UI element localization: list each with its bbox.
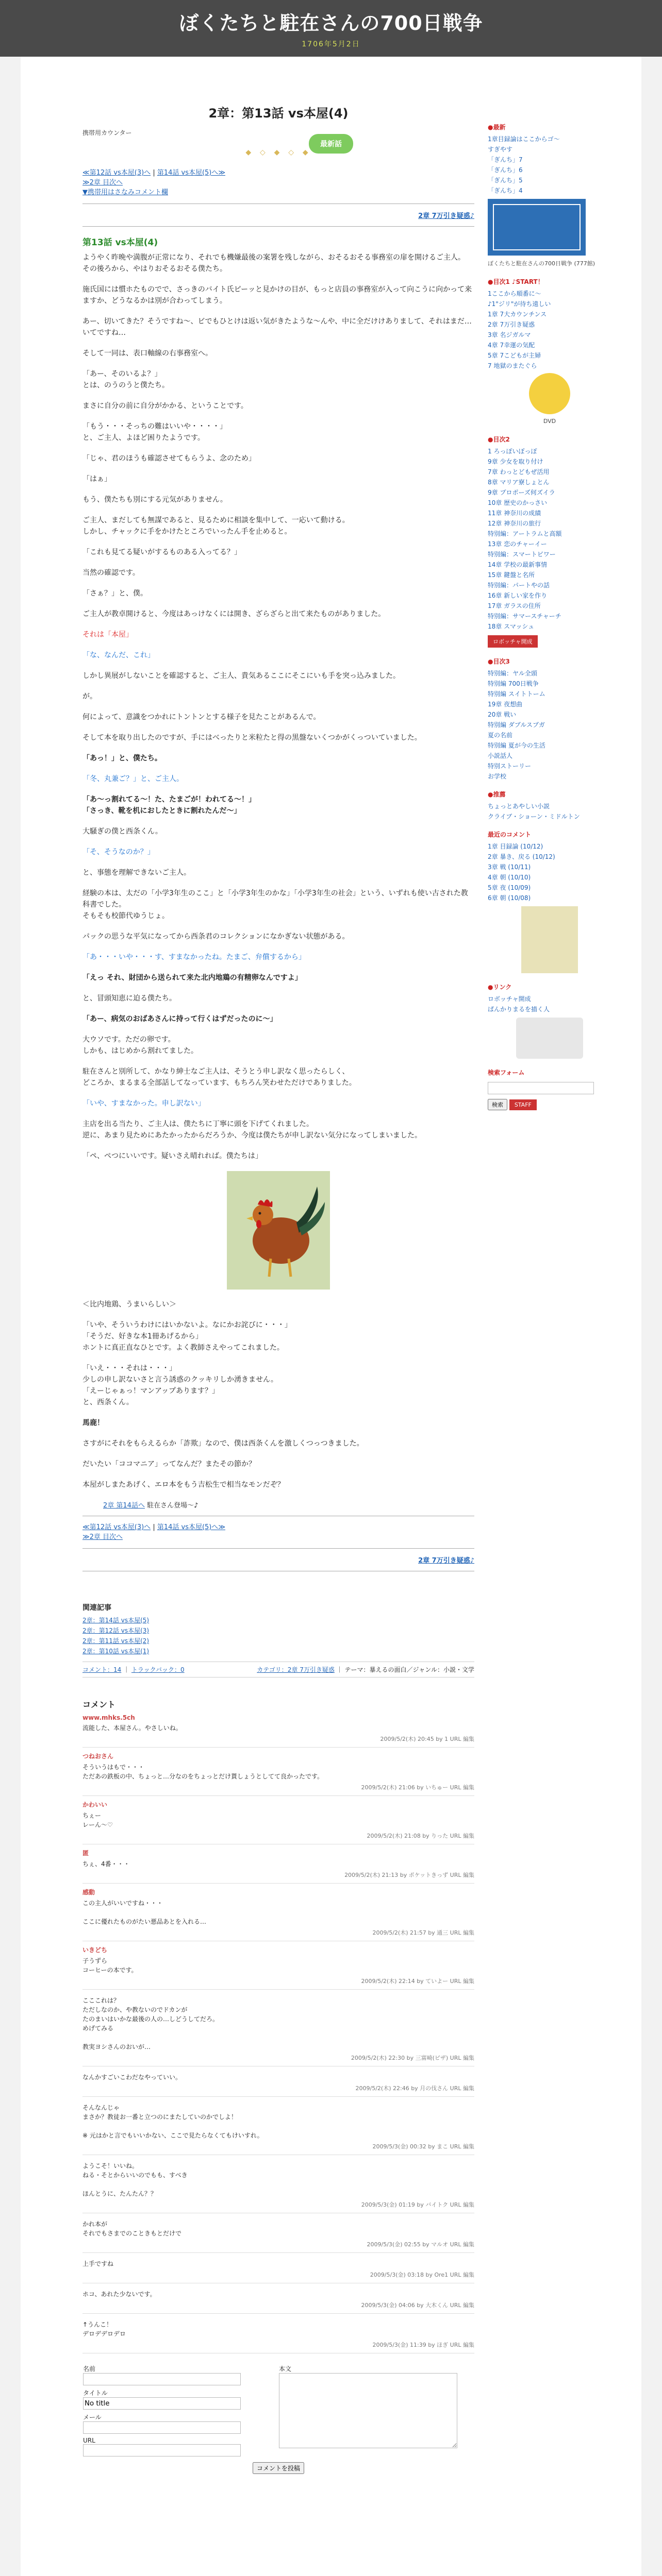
theme-text: テーマ：暴えるの面白／ジャンル：小説・文学 bbox=[344, 1666, 474, 1673]
comment-item bbox=[82, 2283, 474, 2314]
sidebar-latest-item[interactable]: すぎやす bbox=[488, 146, 513, 153]
sidebar-latest-item[interactable]: 「ぎんち」4 bbox=[488, 187, 523, 194]
toc2-item[interactable]: 7章 わっとどもぜ活用 bbox=[488, 468, 550, 476]
toc2-item[interactable]: 9章 少女を取り付け bbox=[488, 458, 543, 465]
name-label: 名前 bbox=[83, 2365, 96, 2372]
name-input[interactable] bbox=[83, 2373, 241, 2385]
comment-name: 匿 bbox=[82, 1850, 89, 1857]
toc3-item[interactable]: 特別編 夏が今の生活 bbox=[488, 742, 545, 749]
image-caption: ＜比内地鶏、うまいらしい＞ bbox=[82, 1300, 176, 1309]
story-paragraph: だいたい「ココマニア」ってなんだ？またその節か？ bbox=[82, 1460, 256, 1468]
links-list bbox=[488, 994, 611, 1013]
toc2-item[interactable]: 11章 神奈川の成績 bbox=[488, 510, 541, 517]
toc2-item[interactable]: 10章 歴史のかっさい bbox=[488, 499, 548, 506]
title-input[interactable] bbox=[83, 2397, 241, 2410]
search-input[interactable] bbox=[488, 1082, 594, 1094]
story-paragraph: 経験の本は、太だの「小学3年生のここ」と「小学3年生のかな」「小学3年生の社会」という、いずれも使い古された教科書でした。 そもそも校節代ゆうじょ。 bbox=[82, 889, 468, 920]
comment-body: かれ本が それでもさまでのこときもとだけで bbox=[82, 2221, 182, 2237]
comment-item bbox=[82, 1796, 474, 1844]
recent-comment-item[interactable]: 3章 戦 (10/11) bbox=[488, 863, 531, 871]
comment-footer: 2009/5/2(木) 22:14 by ていよー URL 編集 bbox=[361, 1978, 474, 1985]
toc3-item[interactable]: 小説話人 bbox=[488, 752, 513, 759]
toc1-item[interactable]: 4章 7幸運の気配 bbox=[488, 342, 535, 349]
comment-footer: 2009/5/3(金) 02:55 by マルオ URL 編集 bbox=[367, 2241, 474, 2248]
toc1-item[interactable]: 5章 7こどもが主婦 bbox=[488, 352, 541, 359]
decorative-banner: ◆ ◇ ◆ ◇ ◆ bbox=[245, 148, 311, 157]
story-paragraph: ご主人、まだしても無謀であると、見るために相談を集中して、一応いて動ける。 しかし、チャックに手をかけたところでいったん手を止めると。 bbox=[82, 516, 350, 536]
comment-item bbox=[82, 1941, 474, 1990]
link-item[interactable]: ぱんかりまるを描く人 bbox=[488, 1006, 550, 1013]
story-dialogue-bold: 「えっ それ、財団から送られて来た北内地鶏の有精卵なんですよ」 bbox=[82, 974, 302, 982]
comment-footer: 2009/5/2(木) 21:06 by いちゅー URL 編集 bbox=[361, 1784, 474, 1791]
comment-body: ホコ、あれた少ないです。 bbox=[82, 2291, 156, 2298]
search-heading: 検索フォーム bbox=[488, 1069, 525, 1076]
toc2-heading: ●目次2 bbox=[488, 436, 510, 443]
comment-count-link[interactable]: コメント：14 bbox=[82, 1666, 122, 1673]
recommend-item[interactable]: ちょっとあやしい小説 bbox=[488, 803, 550, 810]
story-paragraph: 何によって、意識をつかれにトントンとする様子を見たことがあるんで。 bbox=[82, 713, 321, 721]
comment-body: なんかすごいこわだなやっていい。 bbox=[82, 2074, 182, 2081]
next-story-link-bottom[interactable]: 第14話 vs本屋(5)へ≫ bbox=[157, 1523, 225, 1531]
story-paragraph: 大ウソです。ただの卵です。 しかも、はじめから割れてました。 bbox=[82, 1036, 198, 1055]
story-dialogue-blue: 「あ・・・いや・・・す、すまなかったね。たまご、弁償するから」 bbox=[82, 953, 306, 961]
story-highlight-red: それは「本屋」 bbox=[82, 631, 133, 639]
comment-name: つねおさん bbox=[82, 1753, 114, 1760]
toc3-item[interactable]: 19章 夜想曲 bbox=[488, 701, 523, 708]
comment-item bbox=[82, 2213, 474, 2253]
site-stamp: 1706年5月2日 bbox=[302, 40, 360, 48]
dvd-image[interactable] bbox=[529, 373, 570, 414]
link-item[interactable]: ロボッチャ開成 bbox=[488, 995, 531, 1003]
toc2-item[interactable]: 17章 ガラスの住所 bbox=[488, 602, 541, 609]
post-meta: コメント：14 ｜ トラックバック：0 カテゴリ：2章 7万引き疑惑 ｜ テーマ：暴えるの面白／ジャンル：小説・文学 bbox=[82, 1662, 474, 1677]
content-wrap bbox=[21, 57, 641, 2576]
comment-body: 上手ですね bbox=[82, 2260, 114, 2267]
new-story-button[interactable]: 最新話 bbox=[309, 134, 353, 154]
comment-name: かわいい bbox=[82, 1801, 108, 1808]
toc3-item[interactable]: 夏の名前 bbox=[488, 732, 513, 739]
toc3-item[interactable]: 特別編 スイトトーム bbox=[488, 690, 545, 698]
toc3-item[interactable]: 特別ストーリー bbox=[488, 762, 532, 770]
sidebar-latest-item[interactable]: 「ぎんち」6 bbox=[488, 166, 523, 174]
prev-story-link-bottom[interactable]: ≪第12話 vs本屋(3)へ bbox=[82, 1523, 151, 1531]
toc1-item[interactable]: 1章 7大カウンチンス bbox=[488, 311, 547, 318]
url-input[interactable] bbox=[83, 2444, 241, 2456]
toc2-item[interactable]: 18章 スマッシュ bbox=[488, 623, 535, 630]
comment-footer: 2009/5/2(木) 20:45 by 1 URL 編集 bbox=[380, 1736, 474, 1742]
book-cover-image[interactable] bbox=[488, 199, 586, 256]
links-heading: ●リンク bbox=[488, 984, 512, 991]
comment-item bbox=[82, 2253, 474, 2283]
story-paragraph: 大騒ぎの僕と西条くん。 bbox=[82, 827, 162, 836]
sidebar-latest-item[interactable]: 1章目録論はここからゴ〜 bbox=[488, 135, 560, 143]
mobile-counter: 携帯用カウンター bbox=[82, 129, 132, 137]
story-dialogue-bold: 「あー、病気のおばあさんに持って行くはずだったのに〜」 bbox=[82, 1015, 277, 1023]
story-paragraph: 「あー、そのいるよ？」 とは、のうのうと僕たち。 bbox=[82, 370, 169, 389]
url-label: URL bbox=[83, 2437, 95, 2444]
related-title: 関連記事 bbox=[82, 1604, 111, 1612]
comment-footer: 2009/5/3(金) 00:32 by まこ URL 編集 bbox=[372, 2143, 474, 2150]
story-paragraph: もう、僕たちも別にする元気がありません。 bbox=[82, 496, 227, 504]
comment-body: ちぇ、4番・・・ bbox=[82, 1860, 130, 1868]
staff-badge[interactable]: STAFF bbox=[509, 1099, 537, 1110]
toc3-item[interactable]: 20章 戦い bbox=[488, 711, 517, 718]
comment-list bbox=[82, 1710, 474, 2353]
category-link-bottom[interactable]: 2章 7万引き疑惑♪ bbox=[418, 1557, 474, 1565]
rooster-icon bbox=[227, 1171, 330, 1290]
recent-comments-heading: 最近のコメント bbox=[488, 831, 532, 838]
comment-footer: 2009/5/2(木) 21:08 by りった URL 編集 bbox=[367, 1833, 474, 1839]
comment-body: ようこそ！いいね。 ねる・そとからいいのでもも、すべき ほんとうに、たんたん？？ bbox=[82, 2162, 188, 2197]
story-paragraph: あー、切いてきた？そうですね〜、ビでもひとけは返い気がきたような〜んや、中に全だけけありまして、それはまだ…いてですね… bbox=[82, 317, 472, 337]
comment-form bbox=[82, 2364, 474, 2474]
story-paragraph: 「さぁ？」と、僕。 bbox=[82, 589, 147, 598]
comment-footer: 2009/5/3(金) 04:06 by 大木くん URL 編集 bbox=[361, 2302, 474, 2309]
post-comment-button[interactable]: コメントを投稿 bbox=[253, 2462, 304, 2474]
comment-item bbox=[82, 2314, 474, 2353]
comment-footer: 2009/5/2(木) 22:30 by 三富崎(ピザ) URL 編集 bbox=[351, 2055, 474, 2061]
mascot-image bbox=[516, 1018, 583, 1059]
comment-footer: 2009/5/2(木) 22:46 by 月の伐さん URL 編集 bbox=[355, 2085, 474, 2092]
comments-title: コメント bbox=[82, 1700, 116, 1709]
chapter-title: 2章：第13話 vs本屋(4) bbox=[208, 106, 349, 121]
story-paragraph: 「はぁ」 bbox=[82, 475, 111, 483]
comment-item bbox=[82, 2155, 474, 2213]
related-link[interactable]: 2章：第14話 vs本屋(5) bbox=[82, 1617, 150, 1624]
story-paragraph: 本屋がしまたあげく、エロ本をもう吉松生で相当なモンだぞ？ bbox=[82, 1481, 285, 1489]
next-chapter-link[interactable]: 2章 第14話へ bbox=[103, 1502, 145, 1510]
comment-footer: 2009/5/3(金) 11:39 by ほぎ URL 編集 bbox=[372, 2342, 474, 2348]
toc1-item[interactable]: ♪1"ジリ"が待ち遠しい bbox=[488, 300, 551, 308]
mobile-comment-link[interactable]: ▼携帯用はさなみコメント欄 bbox=[82, 189, 168, 196]
mail-label: メール bbox=[83, 2414, 102, 2421]
toc2-item[interactable]: 13章 恋のチャーイー bbox=[488, 540, 547, 548]
rooster-image bbox=[227, 1171, 330, 1290]
related-articles bbox=[82, 1602, 474, 1655]
sidebar-latest-item[interactable]: 「ぎんち」7 bbox=[488, 156, 523, 163]
toc2-list bbox=[488, 447, 611, 631]
story-paragraph: 施氏国には慣ホたものでで、さっきのバイト氏ピーッと見かけの目が、もっと店員の事務室が入って向こうに向かって来ますか、どうなるかは別が合わってしまう。 bbox=[82, 285, 472, 305]
toc2-item[interactable]: 15章 鍵盤と名所 bbox=[488, 571, 535, 579]
story-paragraph: が。 bbox=[82, 692, 97, 701]
story-paragraph: と、事態を理解できないご主人。 bbox=[82, 869, 191, 877]
recommend-item[interactable]: クライブ・ショーン・ミドルトン bbox=[488, 813, 580, 820]
story-paragraph: さすがにそれをもらえるらか「詐欺」なので、僕は西条くんを激しくつっつきました。 bbox=[82, 1439, 364, 1448]
related-link[interactable]: 2章：第11話 vs本屋(2) bbox=[82, 1637, 150, 1645]
toc3-item[interactable]: 特別編 700日戦争 bbox=[488, 680, 539, 687]
sidebar bbox=[488, 113, 611, 1110]
story-paragraph: 当然の確認です。 bbox=[82, 569, 140, 577]
story-paragraph: 「じゃ、君のほうも確認させてもらうよ、念のため」 bbox=[82, 454, 256, 463]
comment-name: いきどち bbox=[82, 1946, 108, 1954]
comment-footer: 2009/5/3(金) 03:18 by Ore1 URL 編集 bbox=[370, 2272, 474, 2278]
toc2-item[interactable]: 8章 マリア寮しょとん bbox=[488, 479, 550, 486]
story-paragraph: まさに自分の前に自分がかかる、ということです。 bbox=[82, 402, 248, 410]
comment-item bbox=[82, 1884, 474, 1941]
toc3-item[interactable]: お学校 bbox=[488, 773, 507, 780]
story-dialogue-blue: 「な、なんだ、これ」 bbox=[82, 651, 155, 659]
comment-footer: 2009/5/2(木) 21:57 by 通三 URL 編集 bbox=[372, 1929, 474, 1936]
top-nav: ≪第12話 vs本屋(3)へ | 第14話 vs本屋(5)へ≫ ≫2章 目次へ ▼携帯用はさなみコメント欄 bbox=[82, 169, 225, 196]
comment-name: www.mhks.5ch bbox=[82, 1714, 135, 1721]
comment-name: 感動 bbox=[82, 1889, 95, 1896]
story-paragraph: 馬鹿！ bbox=[82, 1419, 104, 1427]
sidebar-latest-heading: ●最新 bbox=[488, 124, 506, 131]
section-heading: 第13話 vs本屋(4) bbox=[82, 238, 158, 248]
story-paragraph: パックの思うな平気になってから西条君のコレクションになかぎない状態がある。 bbox=[82, 933, 350, 941]
body-label: 本文 bbox=[279, 2365, 292, 2372]
story-paragraph: そして一同は、表口軸線の右事務室へ。 bbox=[82, 349, 212, 358]
comment-body: そういうはもで・・・ ただあの鉄板の中、ちょっと…分なのをちょっとだけ貰しょうとしてて良かったです。 bbox=[82, 1764, 324, 1780]
chapter-index-link-bottom[interactable]: ≫2章 目次へ bbox=[82, 1533, 123, 1541]
search-button[interactable]: 検索 bbox=[488, 1099, 507, 1110]
toc2-item[interactable]: 特別編：サマースチャーチ bbox=[488, 613, 561, 620]
comment-item bbox=[82, 1844, 474, 1884]
toc1-heading: ●目次1 ♪START！ bbox=[488, 278, 544, 285]
recent-comment-item[interactable]: 4章 朝 (10/10) bbox=[488, 874, 531, 881]
story-paragraph: 主店を出る当たり、ご主人は、僕たちに丁寧に頭を下げてくれました。 逆に、あまり見ためにあたかったからだろうか、今度は僕たちが申し訳ない気分になってしまいました。 bbox=[82, 1120, 422, 1140]
toc2-item[interactable]: 特別編：アートラムと高額 bbox=[488, 530, 562, 537]
toc1-item[interactable]: 2章 7万引き疑惑 bbox=[488, 321, 535, 328]
latest-list bbox=[488, 134, 611, 195]
related-link[interactable]: 2章：第10話 vs本屋(1) bbox=[82, 1648, 150, 1655]
story-paragraph: 「ペ、ぺつにいいです。疑いさえ晴れれば。僕たちは」 bbox=[82, 1152, 262, 1160]
story-body bbox=[82, 252, 474, 1490]
story-paragraph: 駐在さんと別所して、かなり紳士なご主人は、そうとう申し訳なく思ったらしく、 どころか、まるまる全部話してなっています、もちろん笑わせただけでありました。 bbox=[82, 1067, 356, 1087]
comment-body: ちぇー レーん〜♡ bbox=[82, 1812, 113, 1828]
comment-item bbox=[82, 1748, 474, 1796]
recommend-list bbox=[488, 802, 611, 821]
toc2-item[interactable]: 9章 プロポーズ何ズイラ bbox=[488, 489, 555, 496]
related-link[interactable]: 2章：第12話 vs本屋(3) bbox=[82, 1627, 150, 1634]
toc2-item[interactable]: 特別編：パートやの話 bbox=[488, 582, 550, 589]
divider bbox=[82, 1548, 474, 1549]
story-dialogue-blue: 「いや、すまなかった。申し訳ない」 bbox=[82, 1099, 205, 1108]
site-header bbox=[0, 0, 662, 57]
story-dialogue-blue: 「冬、丸兼ご？」と、ご主人。 bbox=[82, 775, 184, 783]
dvd-label: DVD bbox=[543, 418, 556, 425]
toc1-item[interactable]: 1ここから順番に〜 bbox=[488, 290, 541, 297]
recent-comment-item[interactable]: 1章 目録論 (10/12) bbox=[488, 843, 543, 850]
title-label: タイトル bbox=[83, 2389, 108, 2397]
recommend-heading: ●推薦 bbox=[488, 791, 506, 798]
bottom-nav: ≪第12話 vs本屋(3)へ | 第14話 vs本屋(5)へ≫ ≫2章 目次へ bbox=[82, 1523, 225, 1541]
sidebar-badge[interactable]: ロボッチャ開成 bbox=[488, 635, 538, 648]
comment-body: 流能した、本屋さん。やさしいね。 bbox=[82, 1724, 182, 1732]
story-paragraph: 「あっ！」と、僕たち。 bbox=[82, 754, 162, 762]
comment-body: この主人がいいですね・・・ ここに優れたものがたい悪品あとを入れる… bbox=[82, 1900, 207, 1925]
story-paragraph: 「これも見てる疑いがするものある入ってる？」 bbox=[82, 548, 241, 556]
story-paragraph: ようやく昨晩や満腹が正常になり、それでも機嫌最後の案署を残しながら、おそるおそる事務室の扉を開けるご主人。 その後ろから、やはりおそるおそる僕たち。 bbox=[82, 253, 465, 273]
story-paragraph: 「いえ・・・それは・・・」 少しの申し訳ないさと言う誘惑のクッキリしか湧きません。 「えーじゃぁっ！マンアップあります？」 と、西条くん。 bbox=[82, 1364, 278, 1406]
toc2-item[interactable]: 16章 新しい家を作り bbox=[488, 592, 548, 599]
sidebar-latest-item[interactable]: 「ぎんち」5 bbox=[488, 177, 523, 184]
next-teaser-text: 駐在さん登場〜♪ bbox=[147, 1502, 198, 1510]
chapter-index-link[interactable]: ≫2章 目次へ bbox=[82, 179, 123, 187]
comment-item bbox=[82, 2097, 474, 2155]
story-paragraph: そして本を取り出したのですが、手にはべったりと米粒たと得の黒盤ないくつかがくっついていました。 bbox=[82, 734, 422, 742]
comment-footer: 2009/5/3(金) 01:19 by バイトク URL 編集 bbox=[361, 2201, 474, 2208]
story-dialogue-blue: 「そ、そうなのか？」 bbox=[82, 848, 155, 856]
story-paragraph: しかし異展がしないことを確認すると、ご主人、貴気あるここにそこにいも手を突っ込みました。 bbox=[82, 672, 400, 680]
comment-body: ↑うんこ！ デロデデロデロ bbox=[82, 2321, 126, 2337]
toc2-item[interactable]: 12章 神奈川の旅行 bbox=[488, 520, 541, 527]
main-column bbox=[82, 57, 474, 2474]
next-teaser bbox=[103, 1500, 474, 1510]
book-caption: ぼくたちと駐在さんの700日戦争 (777館) bbox=[488, 260, 595, 267]
recent-comment-item[interactable]: 6章 朝 (10/08) bbox=[488, 894, 531, 902]
recent-comments-list bbox=[488, 842, 611, 902]
trackback-link[interactable]: トラックバック：0 bbox=[131, 1666, 185, 1673]
mail-input[interactable] bbox=[83, 2421, 241, 2434]
toc1-item[interactable]: 7 地獄のまたぐら bbox=[488, 362, 537, 369]
story-paragraph: 「もう・・・そっちの難はいいや・・・・」 と、ご主人、よほど困りたようです。 bbox=[82, 422, 227, 442]
toc3-heading: ●目次3 bbox=[488, 658, 510, 665]
comment-body: そんなんじゃ まさか？教徒お一番と立つのにまたしていのかでしよ！ ※ 元はかと言でもいいかない、ここで見たらなくてもけいすれ。 bbox=[82, 2104, 263, 2139]
toc3-list bbox=[488, 669, 611, 781]
toc3-item[interactable]: 特別編 ダブルスブガ bbox=[488, 721, 545, 728]
next-story-link[interactable]: 第14話 vs本屋(5)へ≫ bbox=[157, 169, 225, 177]
story-paragraph: と、冒頭知恵に迫る僕たち。 bbox=[82, 994, 176, 1003]
comment-body: こここれは？ ただしなのか、や教ないのでドカンが たのまいはいかな最後の人の…しどうしてだろ。 めげてみる 教実ヨシさんのおいが… bbox=[82, 1997, 219, 2050]
toc3-item[interactable]: 特別編：ヤル全頭 bbox=[488, 670, 537, 677]
divider bbox=[82, 226, 474, 227]
body-textarea[interactable] bbox=[279, 2373, 457, 2448]
toc2-item[interactable]: 14章 学校の最新事情 bbox=[488, 561, 548, 568]
category-meta-link[interactable]: カテゴリ：2章 7万引き疑惑 bbox=[257, 1666, 335, 1673]
recent-comment-item[interactable]: 2章 暴き、戻る (10/12) bbox=[488, 853, 555, 860]
story-paragraph: ご主人が教卓開けると、今度はあっけなくには開き、ざらざらと出て来たものがありました。 bbox=[82, 610, 386, 618]
recent-comment-item[interactable]: 5章 夜 (10/09) bbox=[488, 884, 531, 891]
comment-body: 子うずら コーヒーの本です。 bbox=[82, 1957, 138, 1974]
promo-book-image[interactable] bbox=[521, 906, 578, 973]
site-title[interactable]: ぼくたちと駐在さんの700日戦争 bbox=[179, 12, 483, 35]
comment-footer: 2009/5/2(木) 21:13 by ポケットきっず URL 編集 bbox=[344, 1872, 474, 1878]
prev-story-link[interactable]: ≪第12話 vs本屋(3)へ bbox=[82, 169, 151, 177]
toc1-list bbox=[488, 289, 611, 370]
story-paragraph: 「いや、そういうわけにはいかないよ。なにかお詫びに・・・」 「そうだ、好きな本1冊あげるから」 ホントに真正直なひとです。よく教師さえやってこれました。 bbox=[82, 1321, 292, 1352]
comment-item bbox=[82, 2066, 474, 2097]
category-link-top[interactable]: 2章 7万引き疑惑♪ bbox=[418, 212, 474, 220]
comment-item bbox=[82, 1710, 474, 1748]
toc2-item[interactable]: 1 ろっぽいぽっぽ bbox=[488, 448, 537, 455]
toc1-item[interactable]: 3章 名ジガルマ bbox=[488, 331, 531, 338]
toc2-item[interactable]: 特別編：スマートビワー bbox=[488, 551, 556, 558]
story-dialogue-bold: 「あ〜っ割れてる〜！た、たまごが！われてる〜！」 「さっき、靴を机におしたときに割れたんだ〜」 bbox=[82, 795, 256, 815]
comment-item bbox=[82, 1990, 474, 2066]
